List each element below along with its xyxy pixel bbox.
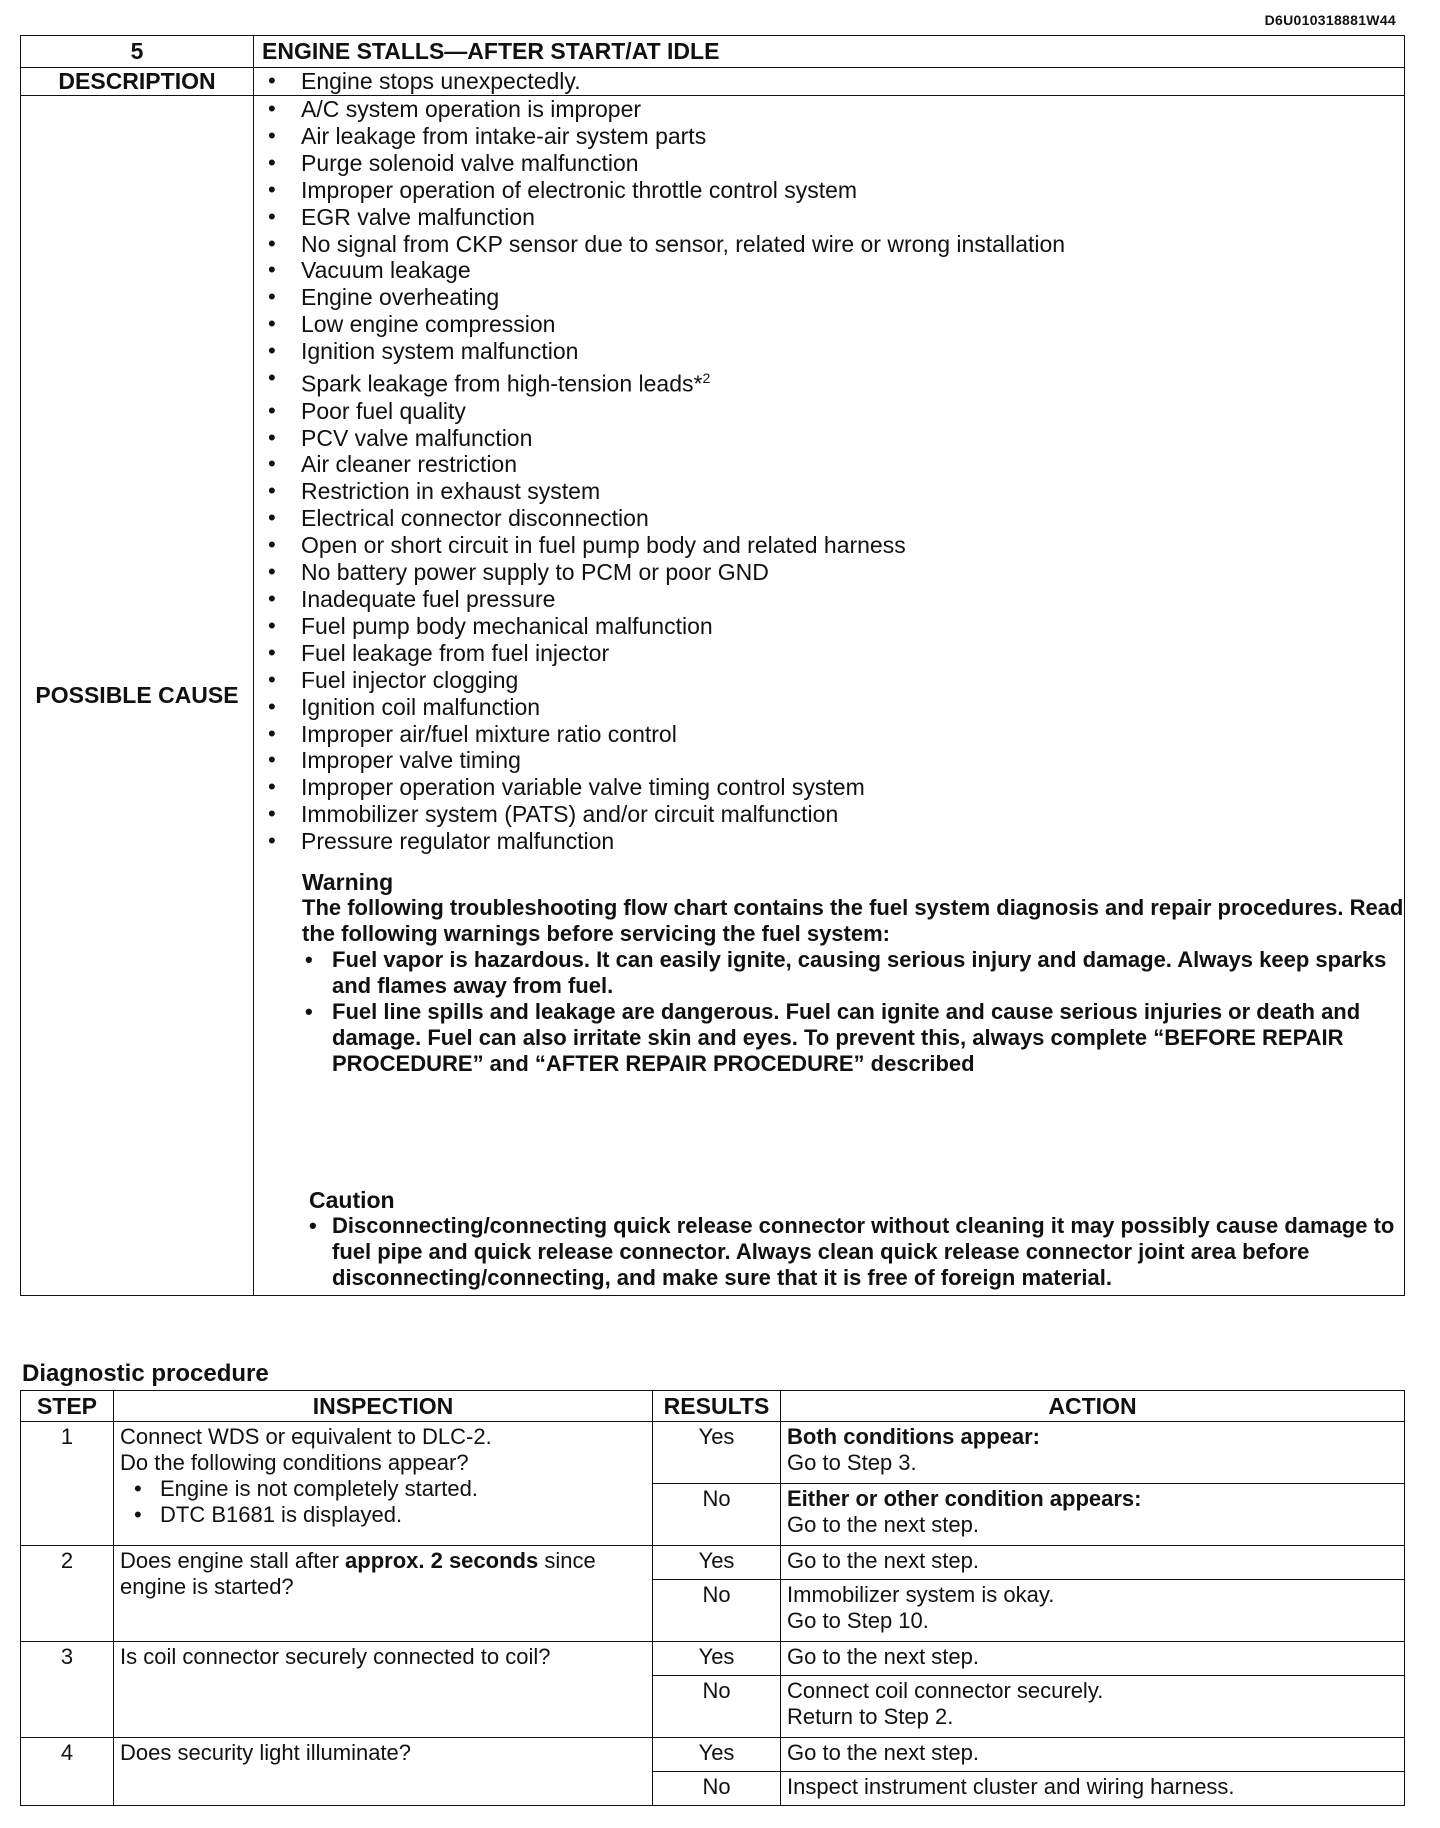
inspection-text: since engine is started? <box>120 1548 596 1599</box>
action-cell <box>781 1580 1405 1642</box>
step-number: 1 <box>21 1422 114 1546</box>
action-cell: Go to the next step. <box>781 1642 1405 1676</box>
action-text: Go to Step 3. <box>787 1450 917 1475</box>
list-item: • Inadequate fuel pressure <box>254 586 1404 613</box>
caution-box <box>309 1187 1404 1291</box>
possible-cause-row <box>21 96 1405 1296</box>
action-text: Go to Step 10. <box>787 1608 929 1633</box>
warning-box <box>302 869 1404 1077</box>
result-cell: No <box>653 1772 781 1806</box>
list-item: • No battery power supply to PCM or poor GND <box>254 559 1404 586</box>
symptom-number: 5 <box>21 36 254 68</box>
warning-item: • Fuel line spills and leakage are dangerous. Fuel can ignite and cause serious injuries or death and damage. Fuel can also irritate skin and eyes. To prevent this, always complete “BEFORE REPAIR PROCEDURE” and “AFTER REPAIR PROCEDURE” described <box>302 999 1404 1077</box>
table-row <box>21 1738 1405 1772</box>
action-cell <box>781 1422 1405 1484</box>
header-results: RESULTS <box>653 1391 781 1422</box>
diagnostic-table <box>20 1390 1405 1806</box>
list-item: • Purge solenoid valve malfunction <box>254 150 1404 177</box>
action-cell: Inspect instrument cluster and wiring harness. <box>781 1772 1405 1806</box>
possible-cause-cell <box>254 96 1405 1296</box>
list-item: • Fuel pump body mechanical malfunction <box>254 613 1404 640</box>
result-cell: Yes <box>653 1642 781 1676</box>
step-number: 2 <box>21 1546 114 1642</box>
symptom-header-row <box>21 36 1405 68</box>
list-item: • Poor fuel quality <box>254 398 1404 425</box>
step-number: 3 <box>21 1642 114 1738</box>
list-item: • EGR valve malfunction <box>254 204 1404 231</box>
result-cell: No <box>653 1580 781 1642</box>
description-label: DESCRIPTION <box>21 68 254 96</box>
table-row <box>21 1546 1405 1580</box>
inspection-cell <box>114 1546 653 1642</box>
table-row <box>21 1422 1405 1484</box>
list-item: • Improper valve timing <box>254 747 1404 774</box>
diagnostic-header-row <box>21 1391 1405 1422</box>
list-item: • Open or short circuit in fuel pump body and related harness <box>254 532 1404 559</box>
header-inspection: INSPECTION <box>114 1391 653 1422</box>
symptom-title: ENGINE STALLS—AFTER START/AT IDLE <box>254 36 1405 68</box>
description-cell <box>254 68 1405 96</box>
list-item: • Improper operation of electronic throttle control system <box>254 177 1404 204</box>
action-text: Go to the next step. <box>787 1512 980 1537</box>
list-item: • Low engine compression <box>254 311 1404 338</box>
description-text: • Engine stops unexpectedly. <box>254 68 1404 95</box>
list-item: • Spark leakage from high-tension leads*$^2$ <box>254 365 1404 398</box>
action-cell <box>781 1484 1405 1546</box>
list-item: • Immobilizer system (PATS) and/or circuit malfunction <box>254 801 1404 828</box>
inspection-bullet: • Engine is not completely started. <box>120 1476 646 1502</box>
diagnostic-title: Diagnostic procedure <box>22 1360 269 1387</box>
warning-item: • Fuel vapor is hazardous. It can easily ignite, causing serious injury and damage. Always keep sparks and flames away from fuel. <box>302 947 1404 999</box>
result-cell: Yes <box>653 1546 781 1580</box>
symptom-table <box>20 35 1405 1296</box>
list-item: • Air cleaner restriction <box>254 451 1404 478</box>
warning-intro: The following troubleshooting flow chart contains the fuel system diagnosis and repair procedures. Read the following warnings before servicing the fuel system: <box>302 895 1404 947</box>
inspection-cell: Does security light illuminate? <box>114 1738 653 1806</box>
list-item: • PCV valve malfunction <box>254 425 1404 452</box>
possible-cause-label: POSSIBLE CAUSE <box>21 96 254 1296</box>
caution-heading: Caution <box>309 1187 395 1214</box>
action-cell <box>781 1676 1405 1738</box>
inspection-cell <box>114 1422 653 1546</box>
list-item: • Ignition coil malfunction <box>254 694 1404 721</box>
description-row <box>21 68 1405 96</box>
list-item: • Electrical connector disconnection <box>254 505 1404 532</box>
document-id: D6U010318881W44 <box>1264 12 1396 28</box>
list-item: • Pressure regulator malfunction <box>254 828 1404 855</box>
list-item: • Air leakage from intake-air system parts <box>254 123 1404 150</box>
list-item: • No signal from CKP sensor due to sensor, related wire or wrong installation <box>254 231 1404 258</box>
inspection-bullet: • DTC B1681 is displayed. <box>120 1502 646 1528</box>
list-item: • Fuel injector clogging <box>254 667 1404 694</box>
list-item: • Engine overheating <box>254 284 1404 311</box>
inspection-text: Does engine stall after <box>120 1548 346 1573</box>
action-condition: Either or other condition appears: <box>787 1486 1142 1511</box>
list-item: • Vacuum leakage <box>254 257 1404 284</box>
table-row <box>21 1642 1405 1676</box>
caution-item: • Disconnecting/connecting quick release connector without cleaning it may possibly cause damage to fuel pipe and quick release connector. Always clean quick release connector joint area before disconnecting/connecting, and make sure that it is free of foreign material. <box>309 1213 1404 1291</box>
action-cell: Go to the next step. <box>781 1738 1405 1772</box>
action-text: Connect coil connector securely. <box>787 1678 1104 1703</box>
inspection-emphasis: approx. 2 seconds <box>345 1548 539 1573</box>
result-cell: No <box>653 1484 781 1546</box>
header-action: ACTION <box>781 1391 1405 1422</box>
result-cell: No <box>653 1676 781 1738</box>
action-text: Immobilizer system is okay. <box>787 1582 1055 1607</box>
step-number: 4 <box>21 1738 114 1806</box>
header-step: STEP <box>21 1391 114 1422</box>
inspection-cell: Is coil connector securely connected to coil? <box>114 1642 653 1738</box>
list-item: • A/C system operation is improper <box>254 96 1404 123</box>
inspection-line: Connect WDS or equivalent to DLC-2. <box>120 1424 492 1449</box>
action-condition: Both conditions appear: <box>787 1424 1040 1449</box>
inspection-line: Do the following conditions appear? <box>120 1450 469 1475</box>
list-item: • Ignition system malfunction <box>254 338 1404 365</box>
list-item: • Improper air/fuel mixture ratio control <box>254 721 1404 748</box>
action-cell: Go to the next step. <box>781 1546 1405 1580</box>
list-item: • Restriction in exhaust system <box>254 478 1404 505</box>
result-cell: Yes <box>653 1422 781 1484</box>
list-item: • Improper operation variable valve timing control system <box>254 774 1404 801</box>
action-text: Return to Step 2. <box>787 1704 954 1729</box>
cause-list <box>254 96 1404 855</box>
list-item: • Fuel leakage from fuel injector <box>254 640 1404 667</box>
warning-heading: Warning <box>302 869 394 896</box>
result-cell: Yes <box>653 1738 781 1772</box>
